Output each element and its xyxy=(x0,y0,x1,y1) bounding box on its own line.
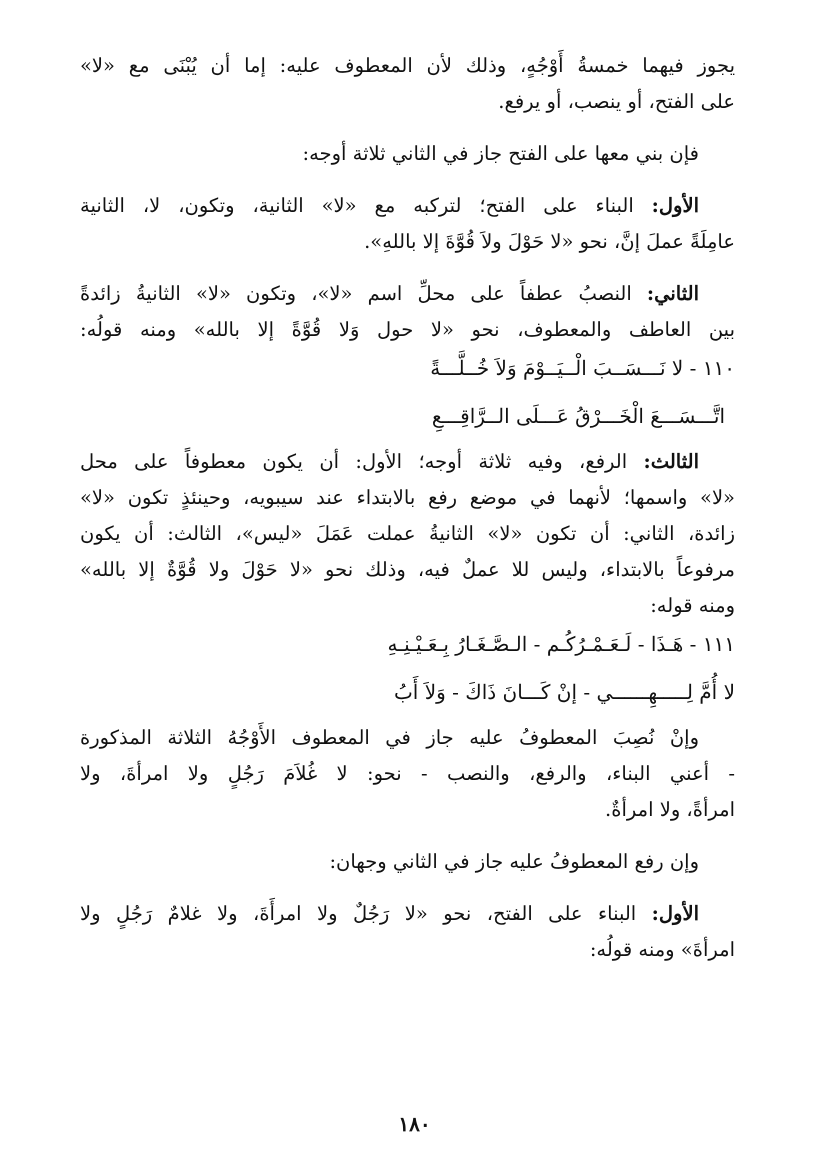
heading-first: الأول: xyxy=(651,194,699,217)
text-line: ومنه قوله: xyxy=(650,594,735,617)
text-line: وإن رفع المعطوفُ عليه جاز في الثاني وجهان: xyxy=(329,850,699,873)
text-line xyxy=(80,276,735,312)
text-line xyxy=(80,188,735,224)
text-line xyxy=(80,896,735,932)
text-line: - أعني البناء، والرفع، والنصب - نحو: لا غُلاَمَ رَجُلٍ ولا امرأةَ، ولا xyxy=(80,762,735,785)
text-line: «لا» واسمها؛ لأنهما في موضع رفع بالابتداء عند سيبويه، وحينئذٍ تكون «لا» xyxy=(80,486,735,509)
text-line: بين العاطف والمعطوف، نحو «لا حول وَلا قُوَّةً إلا بالله» ومنه قولُه: xyxy=(80,318,735,341)
paragraph-five-ways xyxy=(80,48,735,120)
verse-hemistich-first xyxy=(80,348,735,388)
verse-hemistich-first xyxy=(80,624,735,664)
text-line: وإنْ نُصِبَ المعطوفُ عليه جاز في المعطوف الأَوْجُهُ الثلاثة المذكورة xyxy=(80,726,699,749)
book-page xyxy=(80,48,735,968)
text-run: الرفع، وفيه ثلاثة أوجه؛ الأول: أن يكون معطوفاً على محل xyxy=(80,450,644,473)
text-run: البناء على الفتح؛ لتركبه مع «لا» الثانية، وتكون، لا، الثانية xyxy=(80,194,652,217)
verse-hemistich-second: لا أُمَّ لِـــــهِــــــي - إنْ كَـــانَ ذَاكَ - وَلاَ أَبُ xyxy=(393,680,735,704)
text-line: مرفوعاً بالابتداء، وليس للا عملٌ فيه، وذلك نحو «لا حَوْلَ ولا قُوَّةٌ إلا بالله» xyxy=(80,558,735,581)
paragraph-third-way xyxy=(80,444,735,624)
text-line xyxy=(80,444,735,480)
text-line: امرأةَ» ومنه قولُه: xyxy=(589,938,735,961)
text-line: زائدة، الثاني: أن تكون «لا» الثانيةُ عملت عَمَلَ «ليس»، الثالث: أن يكون xyxy=(80,522,735,545)
text-run: البناء على الفتح، نحو «لا رَجُلٌ ولا امرأَةَ، ولا غلامٌ رَجُلٍ ولا xyxy=(80,902,652,925)
verse-number: ١١٠ - xyxy=(683,356,735,380)
heading-third: الثالث: xyxy=(643,450,699,473)
text-line: على الفتح، أو ينصب، أو يرفع. xyxy=(498,90,735,113)
verse-111 xyxy=(80,624,735,712)
text-run: النصبُ عطفاً على محلِّ اسم «لا»، وتكون «لا» الثانيةُ زائدةً xyxy=(80,282,647,305)
heading-second: الثاني: xyxy=(646,282,699,305)
paragraph-first-of-two xyxy=(80,896,735,968)
verse-text: هَـذَا - لَـعَـمْـرُكُـم - الـصَّـغَـارُ بِـعَـيْـنِـهِ xyxy=(387,632,684,656)
verse-hemistich-second: اتَّـــسَـــعَ الْخَـــرْقُ عَـــلَى الــرَّاقِـــعِ xyxy=(431,404,725,428)
paragraph-accusative-case xyxy=(80,720,735,828)
paragraph-first-way xyxy=(80,188,735,260)
heading-first: الأول: xyxy=(651,902,699,925)
text-line: فإن بني معها على الفتح جاز في الثاني ثلاثة أوجه: xyxy=(302,142,699,165)
page-number: ١٨٠ xyxy=(398,1112,431,1136)
text-line: امرأةً، ولا امرأةٌ. xyxy=(605,798,735,821)
verse-text: لا نَـــسَــبَ الْــيَــوْمَ وَلاَ خُــلَّـــةً xyxy=(430,356,684,380)
text-line: عامِلَةً عملَ إنَّ، نحو «لا حَوْلَ ولاَ قُوَّةَ إلا باللهِ». xyxy=(364,230,735,253)
verse-number: ١١١ - xyxy=(683,632,735,656)
text-line: يجوز فيهما خمسةُ أَوْجُهٍ، وذلك لأن المعطوف عليه: إما أن يُبْنَى مع «لا» xyxy=(80,54,735,77)
verse-110 xyxy=(80,348,735,436)
paragraph-three-ways-intro xyxy=(80,136,735,172)
paragraph-second-way xyxy=(80,276,735,348)
paragraph-nominative-case xyxy=(80,844,735,880)
